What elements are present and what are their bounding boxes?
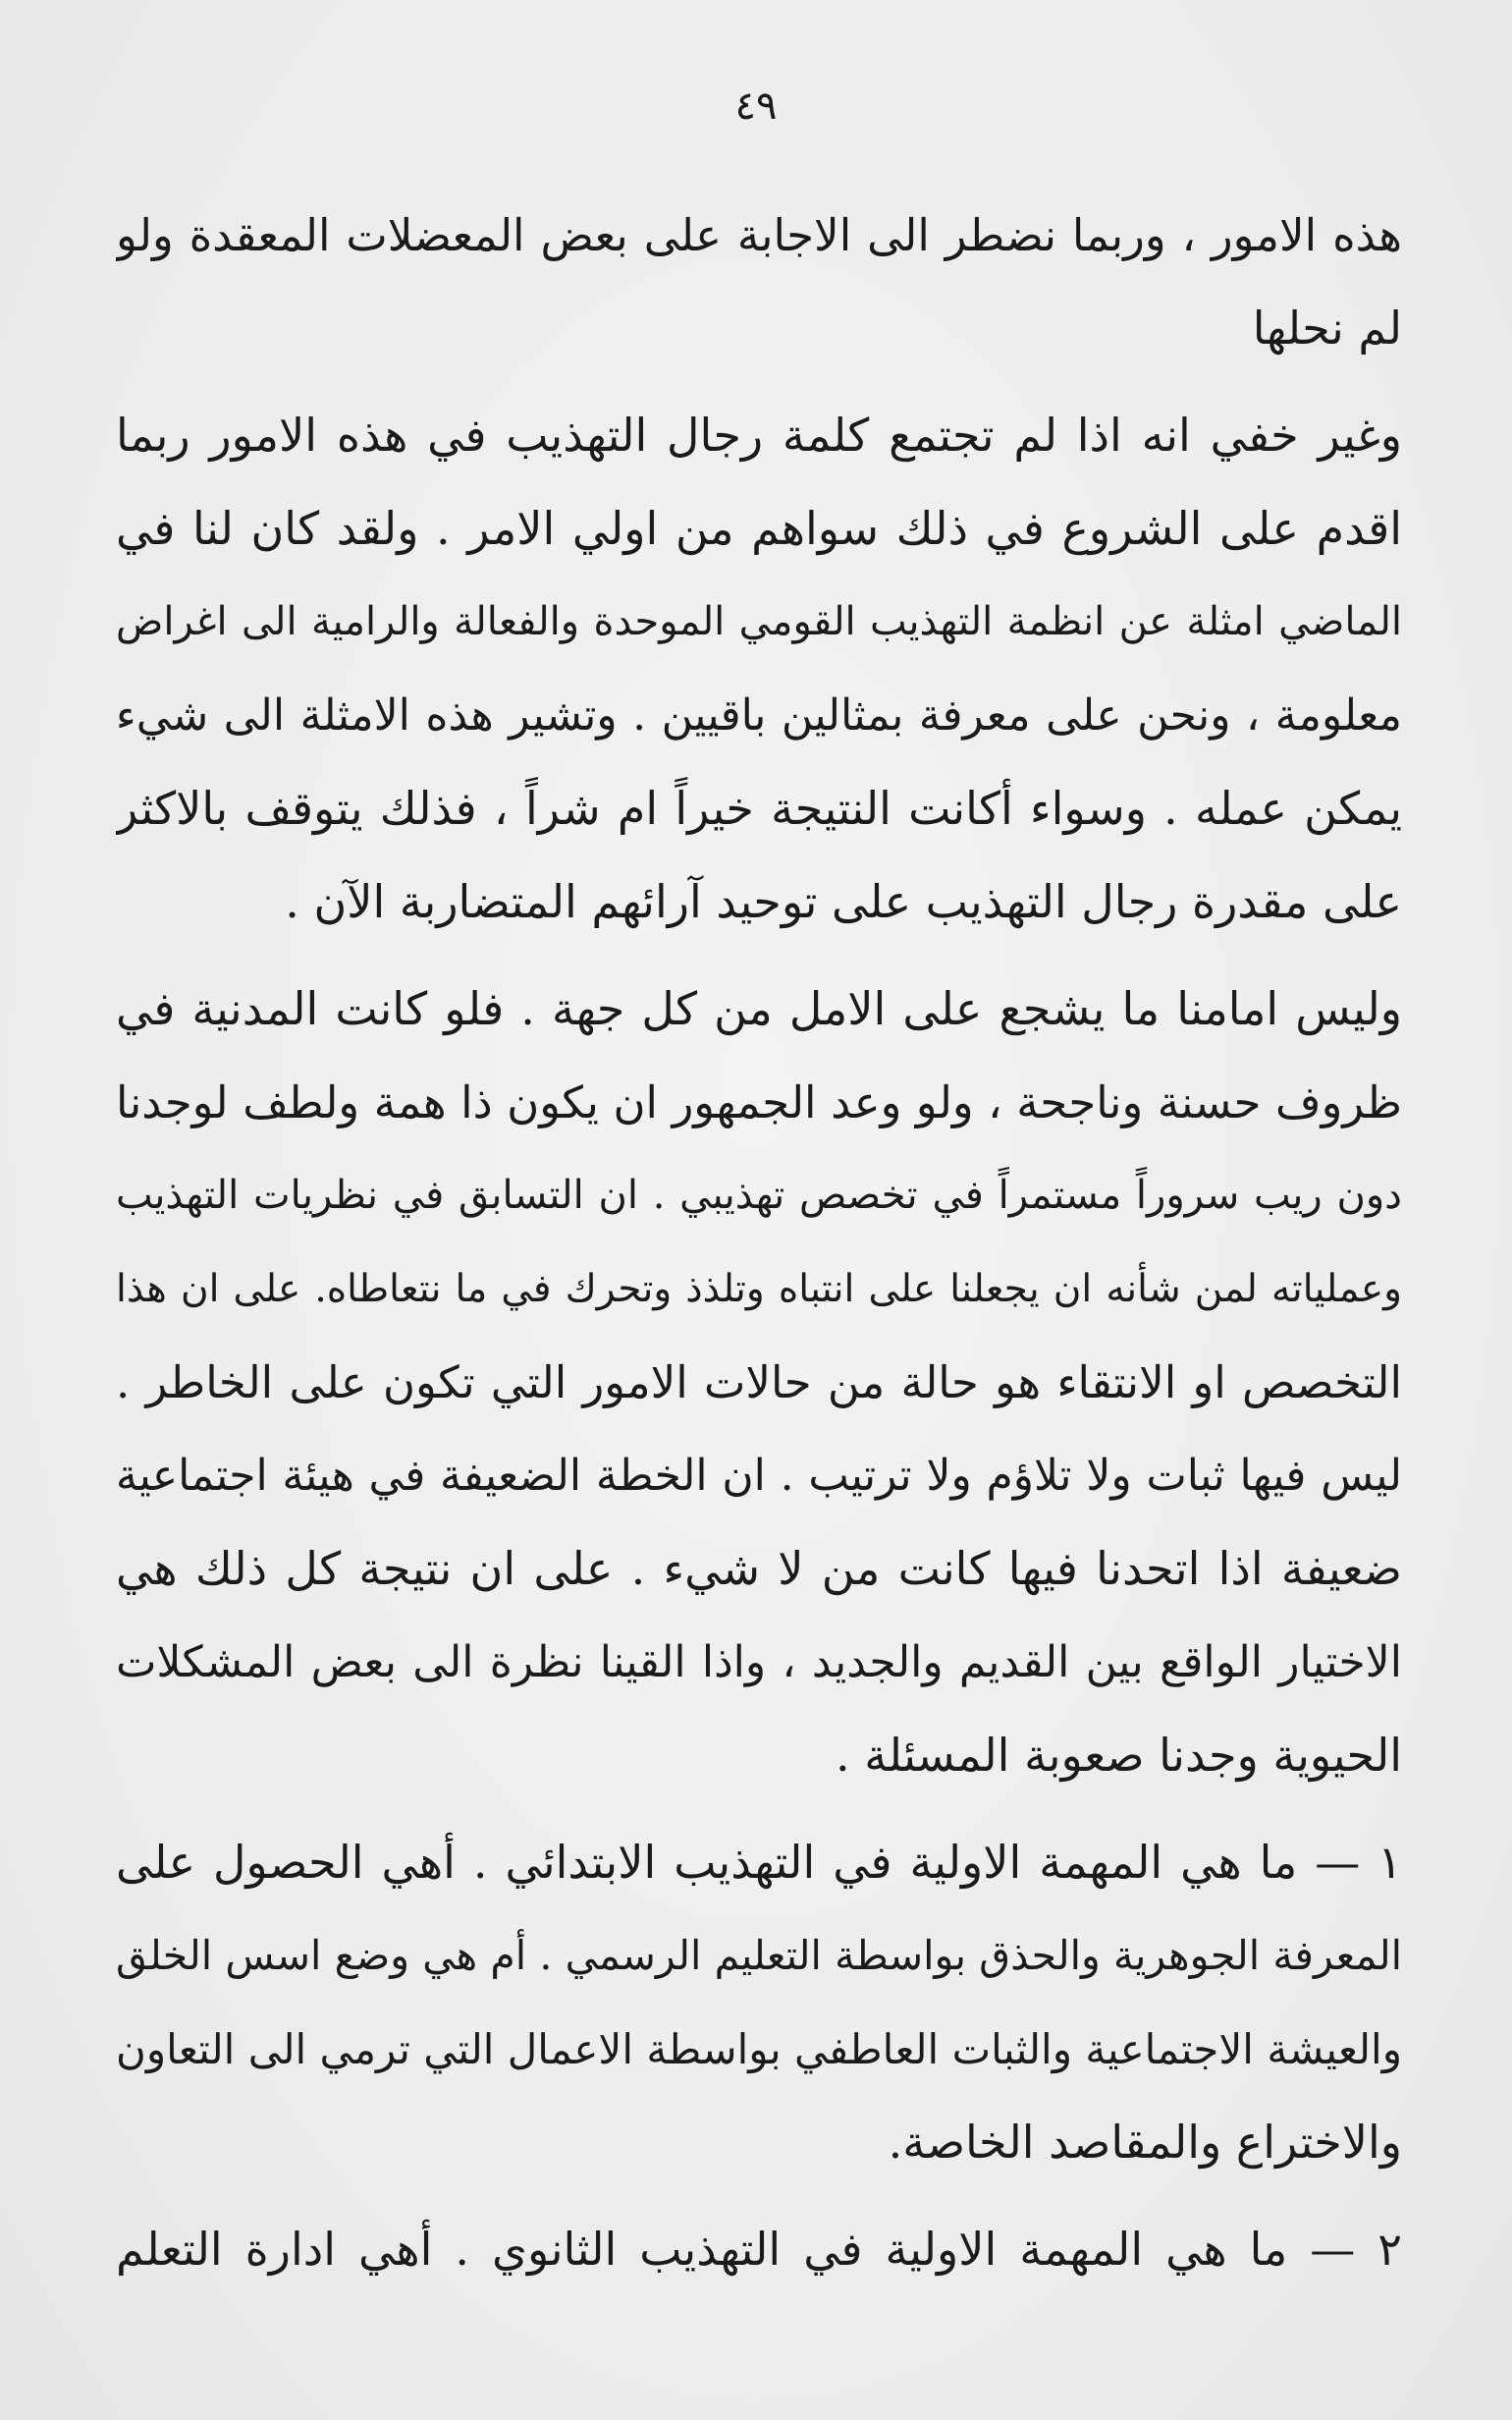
- paragraph-5: [116, 2203, 1402, 2296]
- text-line: التخصص او الانتقاء هو حالة من حالات الامور التي تكون على الخاطر .: [116, 1356, 1402, 1408]
- text-line: يمكن عمله . وسواء أكانت النتيجة خيراً ام شراً ، فذلك يتوقف بالاكثر: [116, 782, 1402, 835]
- text-line: والاختراع والمقاصد الخاصة.: [888, 2116, 1402, 2169]
- text-line: ظروف حسنة وناجحة ، ولو وعد الجمهور ان يكون ذا همة ولطف لوجدنا: [116, 1076, 1402, 1128]
- text-line: ١ — ما هي المهمة الاولية في التهذيب الابتدائي . أهي الحصول على: [116, 1836, 1402, 1889]
- text-line: ليس فيها ثبات ولا تلاؤم ولا ترتيب . ان الخطة الضعيفة في هيئة اجتماعية: [116, 1451, 1402, 1501]
- text-line: الماضي امثلة عن انظمة التهذيب القومي الموحدة والفعالة والرامية الى اغراض: [116, 599, 1402, 644]
- text-line: الحيوية وجدنا صعوبة المسئلة .: [836, 1729, 1402, 1782]
- paragraph-2: [116, 389, 1402, 949]
- text-line: اقدم على الشروع في ذلك سواهم من اولي الامر . ولقد كان لنا في: [116, 502, 1402, 555]
- text-line: ضعيفة اذا اتحدنا فيها كانت من لا شيء . على ان نتيجة كل ذلك هي: [116, 1542, 1402, 1595]
- text-line: وعملياته لمن شأنه ان يجعلنا على انتباه وتلذذ وتحرك في ما نتعاطاه. على ان هذا: [116, 1267, 1402, 1311]
- text-line: وليس امامنا ما يشجع على الامل من كل جهة . فلو كانت المدنية في: [116, 982, 1402, 1035]
- text-line: ٢ — ما هي المهمة الاولية في التهذيب الثانوي . أهي ادارة التعلم: [116, 2223, 1402, 2276]
- text-line: لم نحلها: [1252, 302, 1402, 355]
- paragraph-3: [116, 962, 1402, 1802]
- text-line: هذه الامور ، وربما نضطر الى الاجابة على بعض المعضلات المعقدة ولو: [116, 209, 1402, 261]
- text-line: وغير خفي انه اذا لم تجتمع كلمة رجال التهذيب في هذه الامور ربما: [116, 409, 1402, 462]
- paragraph-4: [116, 1816, 1402, 2189]
- body-text: [116, 189, 1402, 2310]
- text-line: والعيشة الاجتماعية والثبات العاطفي بواسطة الاعمال التي ترمي الى التعاون: [116, 2025, 1402, 2073]
- text-line: الاختيار الواقع بين القديم والجديد ، واذا القينا نظرة الى بعض المشكلات: [116, 1637, 1402, 1687]
- text-line: المعرفة الجوهرية والحذق بواسطة التعليم الرسمي . أم هي وضع اسس الخلق: [116, 1932, 1402, 1979]
- text-line: معلومة ، ونحن على معرفة بمثالين باقيين . وتشير هذه الامثلة الى شيء: [116, 690, 1402, 741]
- page-number: ٤٩: [734, 83, 778, 129]
- text-line: على مقدرة رجال التهذيب على توحيد آرائهم المتضاربة الآن .: [285, 875, 1402, 928]
- text-line: دون ريب سروراً مستمراً في تخصص تهذيبي . ان التسابق في نظريات التهذيب: [116, 1173, 1402, 1218]
- paragraph-1: [116, 189, 1402, 375]
